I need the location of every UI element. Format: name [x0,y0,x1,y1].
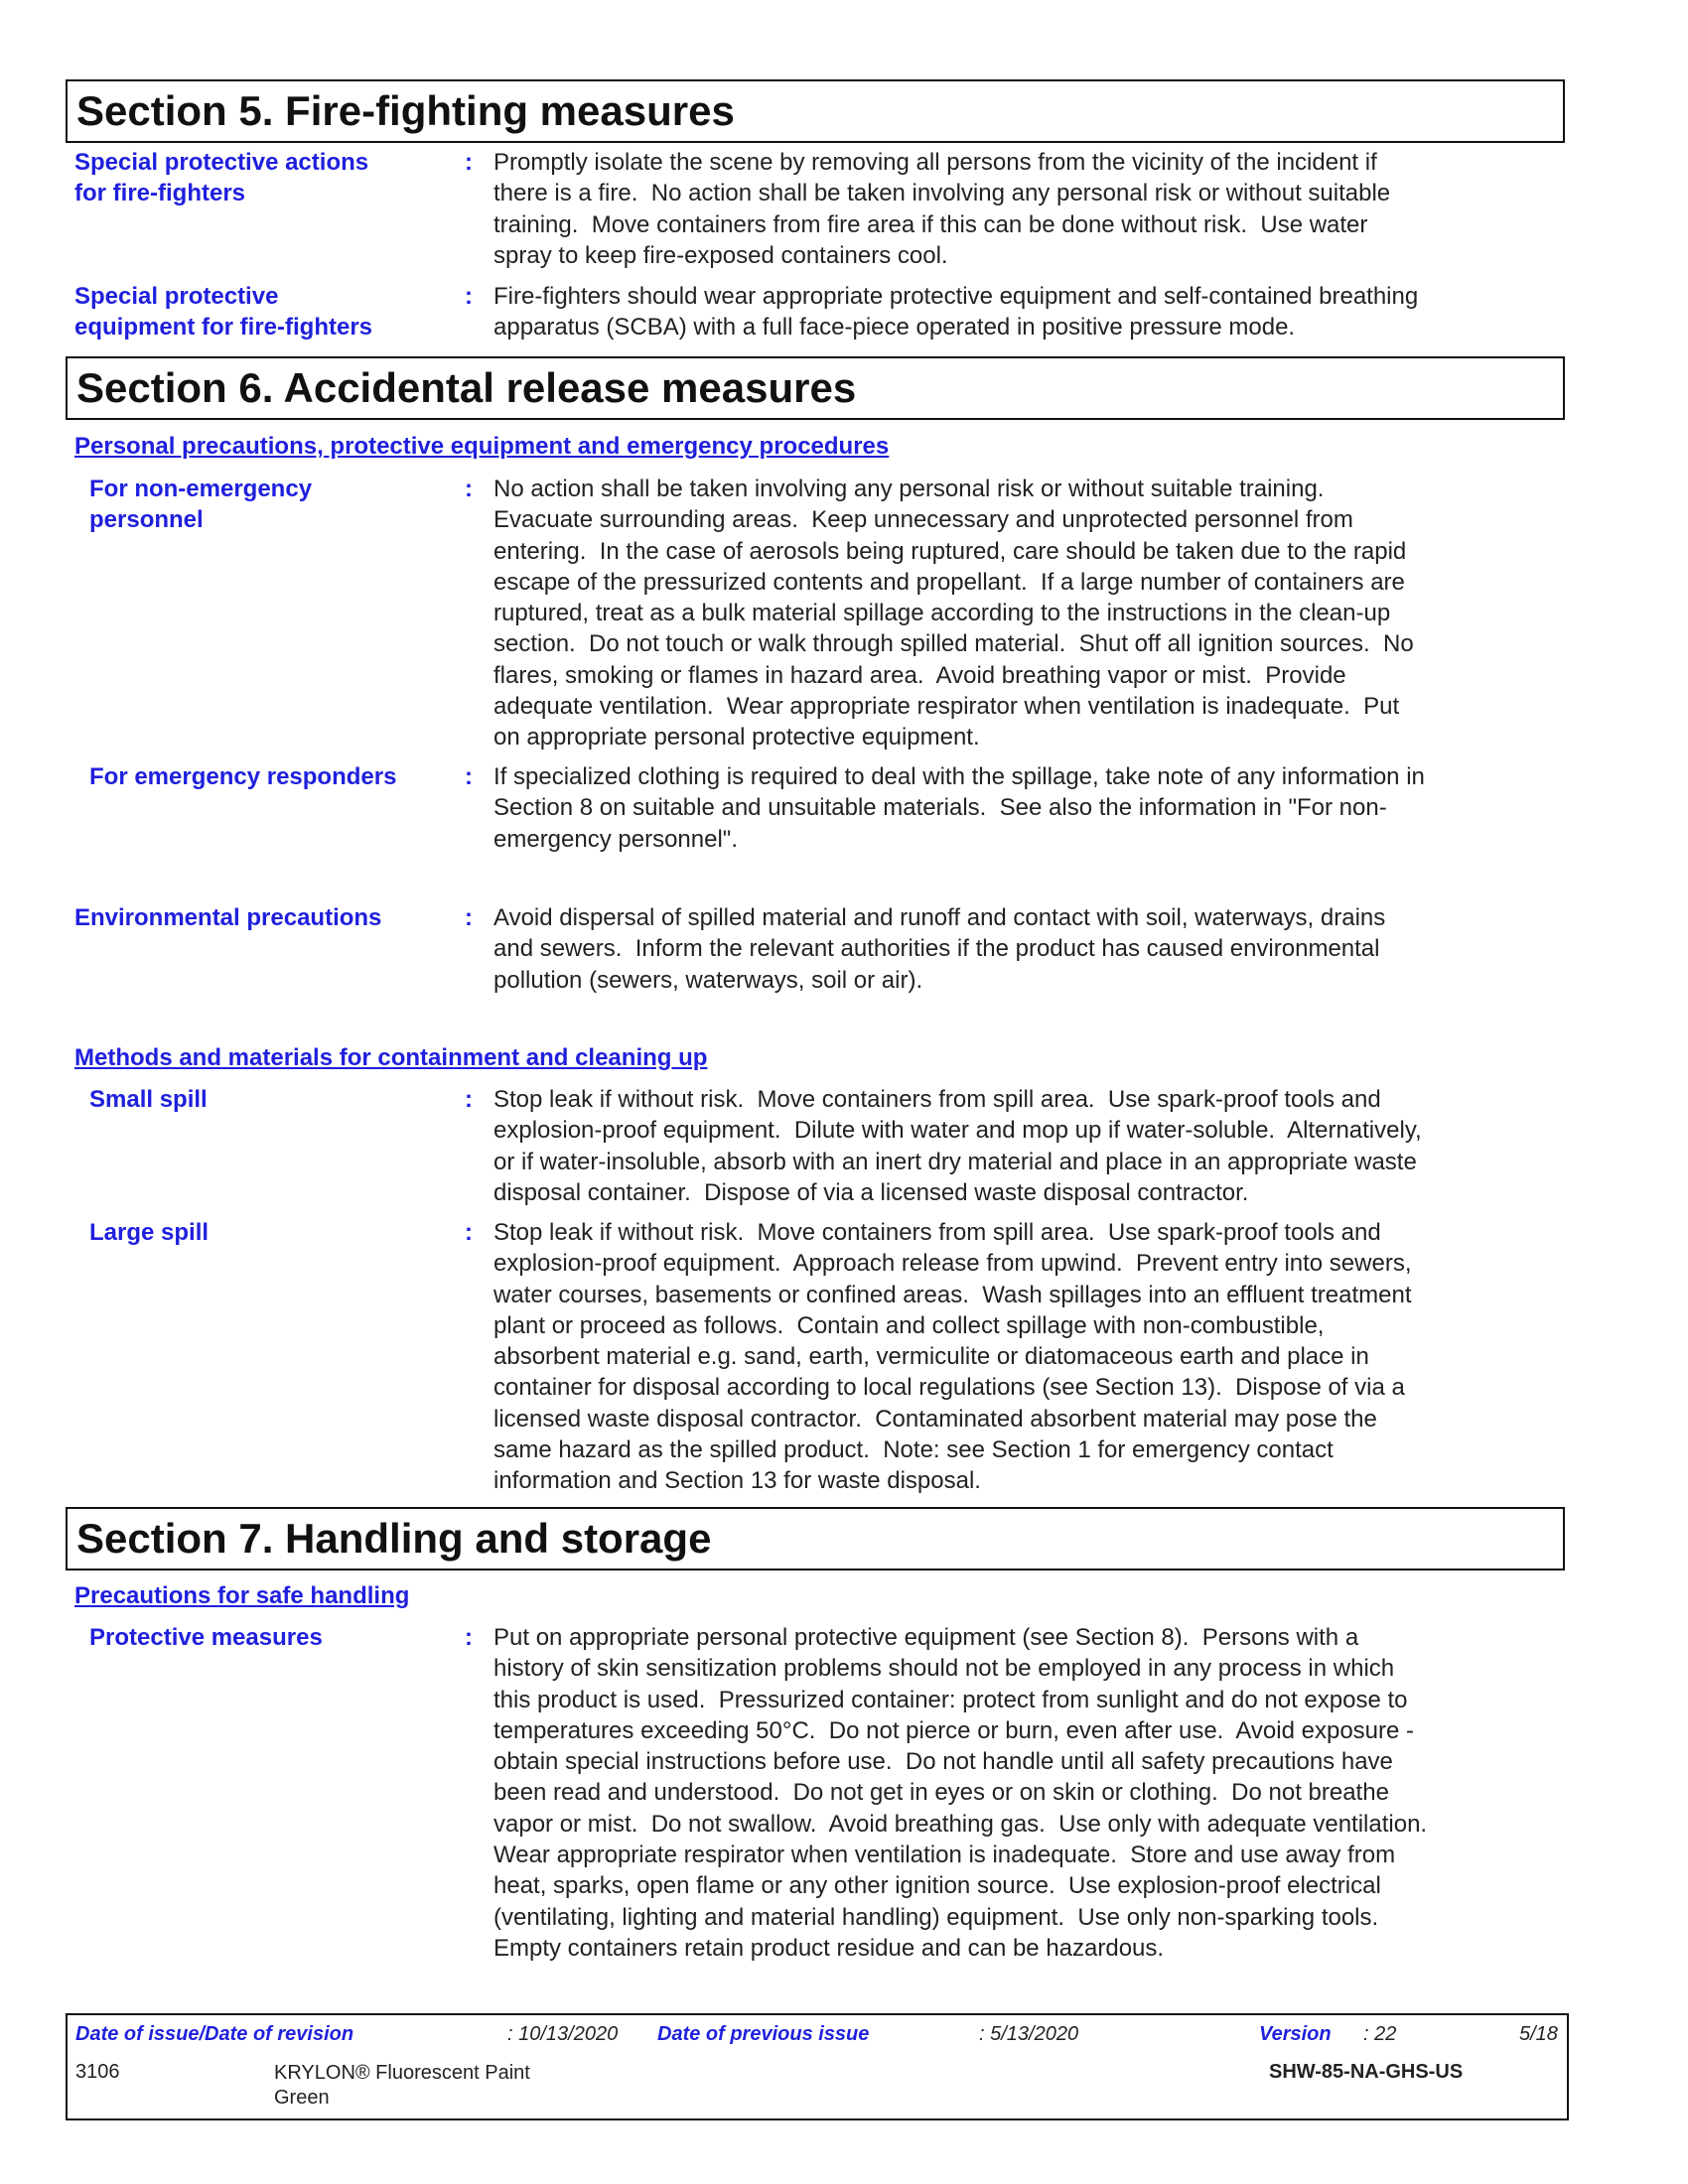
footer-product-name: KRYLON® Fluorescent Paint Green [274,2062,530,2109]
section-title: Section 5. Fire-fighting measures [76,87,735,134]
colon: : [465,1624,473,1651]
colon: : [465,283,473,310]
section-7-header [66,1507,1565,1570]
section-title: Section 7. Handling and storage [76,1515,712,1562]
footer-page-number: 5/18 [1519,2023,1558,2045]
colon: : [465,1219,473,1246]
label-environmental-precautions: Environmental precautions [74,904,382,931]
page-footer [66,2013,1569,2120]
footer-prev-value: : 5/13/2020 [979,2023,1079,2045]
colon: : [465,904,473,931]
section-5-header [66,79,1565,143]
footer-issue-label: Date of issue/Date of revision [75,2023,354,2045]
label-protective-measures: Protective measures [89,1624,323,1651]
text-protective-measures: Put on appropriate personal protective equipment (see Section 8). Persons with a history of skin sensitization problems should not be employed in any process in which this product is used. Pressurized container: protect from sunlight and do not expose to temperatures exceeding 50°C. Do not pierce or burn, even after use. Avoid exposure - obtain special instructions before use. Do not handle until all safety precautions have been read and understood. Do not get in eyes or on skin or clothing. Do not breathe vapor or mist. Do not swallow. Avoid breathing gas. Use only with adequate ventilation. Wear appropriate respirator when ventilation is inadequate. Store and use away from heat, sparks, open flame or any other ignition source. Use explosion-proof electrical (ventilating, lighting and material handling) equipment. Use only non-sparking tools. Empty containers retain product residue and can be hazardous. [493,1624,1428,1962]
section-title: Section 6. Accidental release measures [76,364,857,411]
label-small-spill: Small spill [89,1086,208,1113]
footer-version-label: Version [1259,2023,1332,2045]
text-large-spill: Stop leak if without risk. Move containers from spill area. Use spark-proof tools and explosion-proof equipment. Approach release from upwind. Prevent entry into sewers, water courses, basements or confined areas. Wash spillages into an effluent treatment plant or proceed as follows. Contain and collect spillage with non-combustible, absorbent material e.g. sand, earth, vermiculite or diatomaceous earth and place in container for disposal according to local regulations (see Section 13). Dispose of via a licensed waste disposal contractor. Contaminated absorbent material may pose the same hazard as the spilled product. Note: see Section 1 for emergency contact information and Section 13 for waste disposal. [493,1219,1412,1495]
footer-doc-id: SHW-85-NA-GHS-US [1269,2061,1464,2083]
footer-prev-label: Date of previous issue [657,2023,870,2045]
label-large-spill: Large spill [89,1219,210,1246]
label-non-emergency: For non-emergency personnel [89,476,313,533]
text-special-protective-equipment: Fire-fighters should wear appropriate protective equipment and self-contained breathing apparatus (SCBA) with a full face-piece operated in positive pressure mode. [493,283,1419,341]
subheading-methods-containment: Methods and materials for containment and cleaning up [74,1044,708,1071]
subheading-safe-handling: Precautions for safe handling [74,1582,410,1609]
footer-issue-value: : 10/13/2020 [507,2023,619,2045]
footer-version-value: : 22 [1363,2023,1397,2045]
text-special-protective-actions: Promptly isolate the scene by removing all persons from the vicinity of the incident if there is a fire. No action shall be taken involving any personal risk or without suitable training. Move containers from fire area if this can be done without risk. Use water spray to keep fire-exposed containers cool. [493,149,1391,269]
text-emergency-responders: If specialized clothing is required to deal with the spillage, take note of any information in Section 8 on suitable and unsuitable materials. See also the information in "For non- emergency personnel". [493,763,1425,853]
text-environmental-precautions: Avoid dispersal of spilled material and runoff and contact with soil, waterways, drains and sewers. Inform the relevant authorities if the product has caused environmental pollution (sewers, waterways, soil or air). [493,904,1386,994]
colon: : [465,1086,473,1113]
subheading-personal-precautions: Personal precautions, protective equipment and emergency procedures [74,433,890,460]
label-special-protective-actions: Special protective actions for fire-fighters [74,149,369,206]
text-non-emergency: No action shall be taken involving any personal risk or without suitable training. Evacuate surrounding areas. Keep unnecessary and unprotected personnel from entering. In the case of aerosols being ruptured, care should be taken due to the rapid escape of the pressurized contents and propellant. If a large number of containers are ruptured, treat as a bulk material spillage according to the instructions in the clean-up section. Do not touch or walk through spilled material. Shut off all ignition sources. No flares, smoking or flames in hazard area. Avoid breathing vapor or mist. Provide adequate ventilation. Wear appropriate respirator when ventilation is inadequate. Put on appropriate personal protective equipment. [493,476,1414,751]
footer-product-code: 3106 [75,2061,120,2083]
colon: : [465,476,473,502]
section-6-header [66,356,1565,420]
label-emergency-responders: For emergency responders [89,763,397,790]
colon: : [465,763,473,790]
colon: : [465,149,473,176]
text-small-spill: Stop leak if without risk. Move containers from spill area. Use spark-proof tools and explosion-proof equipment. Dilute with water and mop up if water-soluble. Alternatively, or if water-insoluble, absorb with an inert dry material and place in an appropriate waste disposal container. Dispose of via a licensed waste disposal contractor. [493,1086,1422,1206]
label-special-protective-equipment: Special protective equipment for fire-fighters [74,283,373,341]
